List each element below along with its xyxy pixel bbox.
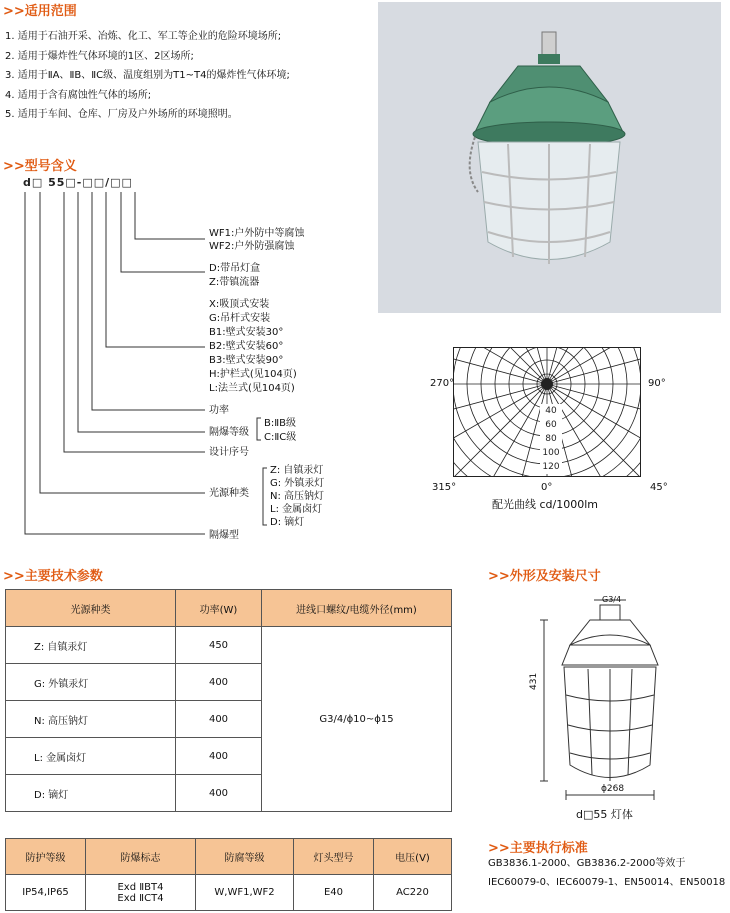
label-ex-b: B:ⅡB级 bbox=[264, 418, 297, 429]
cell-thread: G3/4/ϕ10~ϕ15 bbox=[262, 627, 452, 812]
label-wf2: WF2:户外防强腐蚀 bbox=[209, 241, 295, 252]
list-item: 3. 适用于ⅡA、ⅡB、ⅡC级、温度组别为T1~T4的爆炸性气体环境; bbox=[5, 70, 290, 81]
cell-source: D: 镝灯 bbox=[6, 775, 176, 812]
model-code: d□ 55□-□□/□□ bbox=[23, 176, 133, 189]
section-title-model: >>型号含义 bbox=[3, 159, 77, 174]
dimension-drawing bbox=[520, 585, 670, 815]
lamp-photo bbox=[378, 2, 721, 313]
polar-label-315: 315° bbox=[432, 482, 457, 493]
label-source: 光源种类 bbox=[209, 488, 249, 499]
cell-power: 450 bbox=[176, 627, 262, 664]
polar-ring-labels bbox=[540, 404, 562, 474]
label-ex-c: C:ⅡC级 bbox=[264, 432, 297, 443]
ex-mark-line: Exd ⅡBT4 bbox=[117, 881, 164, 893]
label-src-g: G: 外镇汞灯 bbox=[270, 478, 325, 489]
polar-label-0: 0° bbox=[541, 482, 553, 493]
polar-caption: 配光曲线 cd/1000lm bbox=[492, 498, 598, 511]
cell-power: 400 bbox=[176, 738, 262, 775]
ring-label: 100 bbox=[542, 448, 560, 458]
label-src-d: D: 镝灯 bbox=[270, 517, 305, 528]
label-src-l: L: 金属卤灯 bbox=[270, 504, 323, 515]
header-protection: 防护等级 bbox=[6, 839, 86, 875]
cell-source: G: 外镇汞灯 bbox=[6, 664, 176, 701]
polar-label-45: 45° bbox=[650, 482, 668, 493]
ex-mark-line: Exd ⅡCT4 bbox=[117, 892, 164, 904]
dim-top-label: G3/4 bbox=[602, 595, 622, 604]
list-item: 4. 适用于含有腐蚀性气体的场所; bbox=[5, 89, 152, 101]
label-l: L:法兰式(见104页) bbox=[209, 383, 295, 394]
label-serial: 设计序号 bbox=[209, 447, 249, 458]
label-ex-grade: 隔爆等级 bbox=[209, 427, 249, 438]
label-explosion: 隔爆型 bbox=[209, 530, 239, 541]
label-power: 功率 bbox=[209, 405, 229, 416]
cell-source: L: 金属卤灯 bbox=[6, 738, 176, 775]
label-b1: B1:壁式安装30° bbox=[209, 327, 284, 338]
cell-lamp-cap: E40 bbox=[294, 875, 374, 911]
cell-corrosion: W,WF1,WF2 bbox=[196, 875, 294, 911]
header-source: 光源种类 bbox=[6, 590, 176, 627]
standards-text: GB3836.1-2000、GB3836.2-2000等效于IEC60079-0、IEC60079-1、EN50014、EN50018 bbox=[488, 858, 726, 888]
table-row bbox=[6, 875, 452, 911]
list-item: 2. 适用于爆炸性气体环境的1区、2区场所; bbox=[5, 50, 194, 62]
ring-label: 120 bbox=[542, 462, 560, 472]
protection-table bbox=[5, 838, 452, 911]
ring-label: 80 bbox=[545, 434, 557, 444]
polar-label-270: 270° bbox=[430, 378, 455, 389]
label-h: H:护栏式(见104页) bbox=[209, 369, 297, 380]
label-wf1: WF1:户外防中等腐蚀 bbox=[209, 228, 305, 239]
dim-height-label: 431 bbox=[529, 672, 539, 690]
label-g: G:吊杆式安装 bbox=[209, 313, 271, 324]
label-d: D:带吊灯盒 bbox=[209, 263, 261, 274]
section-title-params: >>主要技术参数 bbox=[3, 569, 103, 584]
dim-caption: d□55 灯体 bbox=[576, 808, 633, 821]
label-b2: B2:壁式安装60° bbox=[209, 341, 284, 352]
cell-power: 400 bbox=[176, 701, 262, 738]
list-item: 1. 适用于石油开采、冶炼、化工、军工等企业的危险环境场所; bbox=[5, 31, 282, 42]
header-ex-mark: 防爆标志 bbox=[86, 839, 196, 875]
polar-label-90: 90° bbox=[648, 378, 666, 389]
table-row bbox=[6, 627, 452, 664]
label-src-n: N: 高压钠灯 bbox=[270, 491, 325, 502]
ring-label: 60 bbox=[545, 420, 557, 430]
label-src-z: Z: 自镇汞灯 bbox=[270, 465, 324, 476]
header-corrosion: 防腐等级 bbox=[196, 839, 294, 875]
section-title-scope: >>适用范围 bbox=[3, 4, 77, 19]
section-title-dims: >>外形及安装尺寸 bbox=[488, 569, 601, 584]
cell-source: N: 高压钠灯 bbox=[6, 701, 176, 738]
dim-diameter-label: ϕ268 bbox=[601, 784, 625, 794]
header-lamp-cap: 灯头型号 bbox=[294, 839, 374, 875]
header-power: 功率(W) bbox=[176, 590, 262, 627]
ring-label: 40 bbox=[545, 406, 557, 416]
list-item: 5. 适用于车间、仓库、厂房及户外场所的环境照明。 bbox=[5, 109, 238, 120]
header-thread: 进线口螺纹/电缆外径(mm) bbox=[262, 590, 452, 627]
header-voltage: 电压(V) bbox=[374, 839, 452, 875]
cell-source: Z: 自镇汞灯 bbox=[6, 627, 176, 664]
cell-power: 400 bbox=[176, 664, 262, 701]
cell-power: 400 bbox=[176, 775, 262, 812]
cell-ex-mark bbox=[86, 875, 196, 911]
label-x: X:吸顶式安装 bbox=[209, 299, 270, 310]
cell-voltage: AC220 bbox=[374, 875, 452, 911]
cell-protection: IP54,IP65 bbox=[6, 875, 86, 911]
label-z: Z:带镇流器 bbox=[209, 277, 260, 288]
label-b3: B3:壁式安装90° bbox=[209, 355, 284, 366]
polar-center bbox=[541, 378, 553, 390]
section-title-standards: >>主要执行标准 bbox=[488, 841, 588, 856]
lamp-illustration bbox=[378, 2, 721, 313]
params-table bbox=[5, 589, 452, 812]
